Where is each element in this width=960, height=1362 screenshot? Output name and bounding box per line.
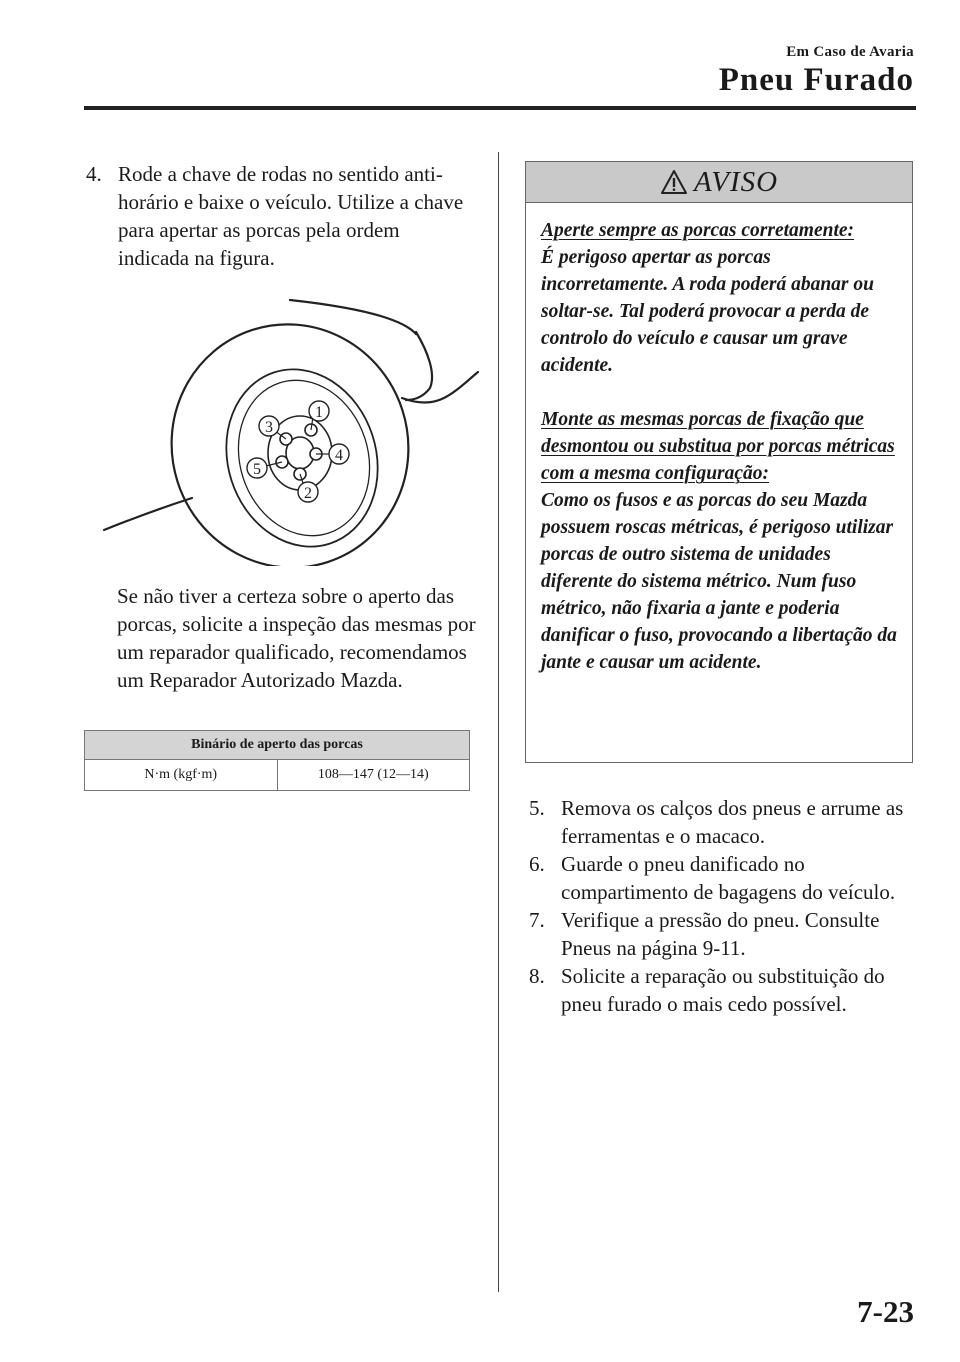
header-rule [84, 106, 916, 110]
callout-label-2: 2 [304, 485, 312, 502]
page-title: Pneu Furado [718, 62, 914, 98]
wheel-nut-order-figure [100, 296, 490, 566]
warning-text-1: É perigoso apertar as porcas incorretamente. A roda poderá abanar ou soltar-se. Tal poderá provocar a perda de controlo do veículo e causar um grave acidente. [541, 247, 874, 376]
section-label: Em Caso de Avaria [786, 44, 914, 60]
torque-unit-cell: N·m (kgf·m) [85, 760, 278, 791]
step-text: Guarde o pneu danificado no compartimento de bagagens do veículo. [561, 852, 896, 904]
step-4 [84, 160, 474, 272]
right-steps-list [529, 794, 919, 1018]
step-number: 4. [86, 162, 102, 186]
torque-table [84, 730, 470, 791]
step-text: Solicite a reparação ou substituição do pneu furado o mais cedo possível. [561, 964, 885, 1016]
warning-heading-2: Monte as mesmas porcas de fixação que desmontou ou substitua por porcas métricas com a mesma configuração: [541, 409, 895, 484]
step-7 [529, 906, 919, 962]
step-text: Remova os calços dos pneus e arrume as ferramentas e o macaco. [561, 796, 904, 848]
left-column [84, 160, 474, 272]
callout-label-5: 5 [253, 461, 261, 478]
warning-label: AVISO [693, 165, 779, 198]
step-6 [529, 850, 919, 906]
column-divider [498, 152, 499, 1292]
step-number: 6. [529, 852, 545, 876]
step-number: 7. [529, 908, 545, 932]
step-5 [529, 794, 919, 850]
torque-note: Se não tiver a certeza sobre o aperto das porcas, solicite a inspeção das mesmas por um reparador qualificado, recomendamos um Reparador Autorizado Mazda. [117, 584, 476, 692]
warning-heading-1: Aperte sempre as porcas corretamente: [541, 220, 855, 241]
warning-header [526, 162, 912, 203]
step-text: Rode a chave de rodas no sentido anti-horário e baixe o veículo. Utilize a chave para apertar as porcas pela ordem indicada na figura. [118, 162, 464, 270]
warning-triangle-icon [660, 169, 688, 195]
warning-box [525, 161, 913, 763]
step-number: 8. [529, 964, 545, 988]
step-8 [529, 962, 919, 1018]
page-number: 7-23 [857, 1294, 914, 1329]
torque-table-header: Binário de aperto das porcas [85, 731, 470, 760]
step-number: 5. [529, 796, 545, 820]
callout-label-4: 4 [335, 447, 343, 464]
warning-text-2: Como os fusos e as porcas do seu Mazda possuem roscas métricas, é perigoso utilizar porcas de outro sistema de unidades diferente do sistema métrico. Num fuso métrico, não fixaria a jante e poderia danificar o fuso, provocando a libertação da jante e causar um acidente. [541, 490, 897, 673]
callout-label-1: 1 [315, 404, 323, 421]
callout-label-3: 3 [265, 419, 273, 436]
step-text: Verifique a pressão do pneu. Consulte Pneus na página 9-11. [561, 908, 880, 960]
torque-value-cell: 108—147 (12—14) [277, 760, 470, 791]
